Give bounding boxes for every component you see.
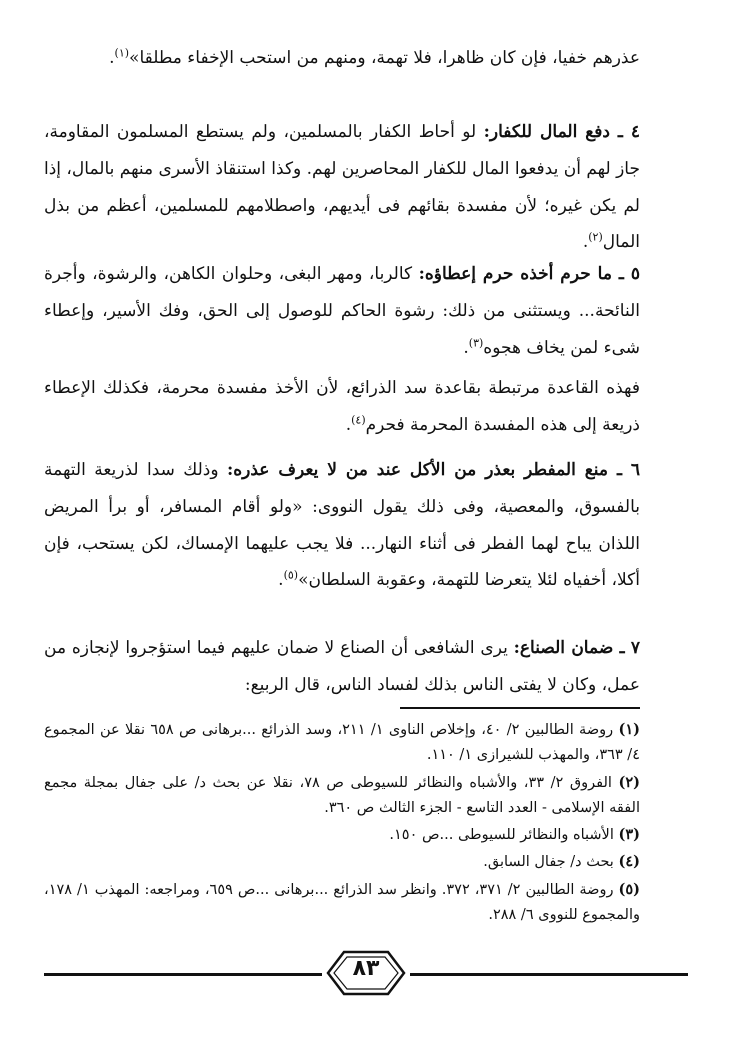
footnote-number: (١) (618, 721, 640, 738)
footnote-2 (44, 770, 640, 821)
page-number: ٨٣ (352, 956, 380, 981)
item-heading: ٤ ـ دفع المال للكفار: (483, 122, 640, 142)
paragraph-tail: . (463, 337, 469, 358)
footnote-ref: (٢) (588, 230, 603, 244)
paragraph-tail: . (582, 232, 589, 253)
paragraph-text: فهذه القاعدة مرتبطة بقاعدة سد الذرائع، لأن الأخذ مفسدة محرمة، فكذلك الإعطاء ذريعة إلى هذه المفسدة المحرمة فحرم (44, 378, 640, 435)
footnote-4 (44, 849, 640, 875)
paragraph-continuation (44, 40, 640, 77)
paragraph-rule-note (44, 370, 640, 444)
paragraph-tail: . (345, 414, 352, 435)
footnote-text: الأشباه والنظائر للسيوطى ...ص ١٥٠. (389, 827, 614, 843)
footnote-ref: (٥) (283, 568, 299, 582)
footnote-3 (44, 822, 640, 848)
paragraph-text: لو أحاط الكفار بالمسلمين، ولم يستطع المسلمون المقاومة، جاز لهم أن يدفعوا المال للكفار المحاصرين لهم. وكذا استنقاذ الأسرى منهم بالمال، إذا لم يكن غيره؛ لأن مفسدة بقائهم فى أيديهم، واصطلامهم للمسلمين، أعظم من بذل المال (44, 122, 640, 253)
footnote-ref: (١) (114, 46, 130, 60)
footnote-ref: (٤) (351, 413, 366, 427)
footnote-text: بحث د/ جفال السابق. (483, 854, 614, 870)
footnote-5 (44, 877, 640, 928)
footnote-number: (٢) (618, 774, 640, 791)
footnote-number: (٤) (618, 853, 640, 870)
footer-rule-left (44, 973, 322, 976)
item-heading: ٦ ـ منع المفطر بعذر من الأكل عند من لا يعرف عذره: (226, 460, 641, 480)
footnote-text: روضة الطالبين ٢/ ٣٧١، ٣٧٢. وانظر سد الذرائع ...برهانى ...ص ٦٥٩، ومراجعه: المهذب ١/ ١٧٨، والمجموع للنووى ٦/ ٢٨٨. (44, 882, 640, 923)
paragraph-item-4 (44, 114, 640, 261)
footnote-ref: (٣) (468, 335, 484, 349)
footnote-separator (400, 707, 640, 709)
footnote-text: روضة الطالبين ٢/ ٤٠، وإخلاص الناوى ١/ ٢١١، وسد الذرائع ...برهانى ص ٦٥٨ نقلا عن المجموع ٤/ ٣٦٣، والمهذب للشيرازى ١/ ١١٠. (44, 722, 640, 763)
paragraph-text: وذلك سدا لذريعة التهمة بالفسوق، والمعصية، وفى ذلك يقول النووى: «ولو أقام المسافر، أو برأ المريض اللذان يباح لهما الفطر فى أثناء النهار... فلا يجب عليهما الإمساك، لكن يستحب، فإن أكلا، أخفياه لئلا يتعرضا للتهمة، وعقوبة السلطان» (44, 460, 640, 591)
paragraph-item-7 (44, 630, 640, 704)
item-heading: ٥ ـ ما حرم أخذه حرم إعطاؤه: (418, 264, 640, 284)
footnote-text: الفروق ٢/ ٣٣، والأشباه والنظائر للسيوطى ص ٧٨، نقلا عن بحث د/ على جفال بمجلة مجمع الفقه الإسلامى - العدد التاسع - الجزء الثالث ص ٣٦٠. (44, 775, 640, 816)
paragraph-tail: . (109, 48, 115, 68)
footnote-number: (٣) (618, 826, 640, 843)
item-heading: ٧ ـ ضمان الصناع: (513, 638, 640, 658)
footnote-number: (٥) (618, 881, 641, 898)
footer-rule-right (410, 973, 688, 976)
paragraph-item-5 (44, 256, 640, 366)
paragraph-tail: . (278, 570, 284, 591)
paragraph-text: عذرهم خفيا، فإن كان ظاهرا، فلا تهمة، ومنهم من استحب الإخفاء مطلقا» (129, 48, 640, 68)
paragraph-item-6 (44, 452, 640, 599)
paragraph-text: يرى الشافعى أن الصناع لا ضمان عليهم فيما استؤجروا لإنجازه من عمل، وكان لا يفتى الناس بذلك لفساد الناس، قال الربيع: (44, 638, 640, 695)
footnote-1 (44, 717, 640, 768)
page-number-frame (322, 948, 410, 998)
paragraph-text: كالربا، ومهر البغى، وحلوان الكاهن، والرشوة، وأجرة النائحة... ويستثنى من ذلك: رشوة الحاكم للوصول إلى الحق، وفك الأسير، وإعطاء شىء لمن يخاف هجوه (44, 264, 640, 358)
